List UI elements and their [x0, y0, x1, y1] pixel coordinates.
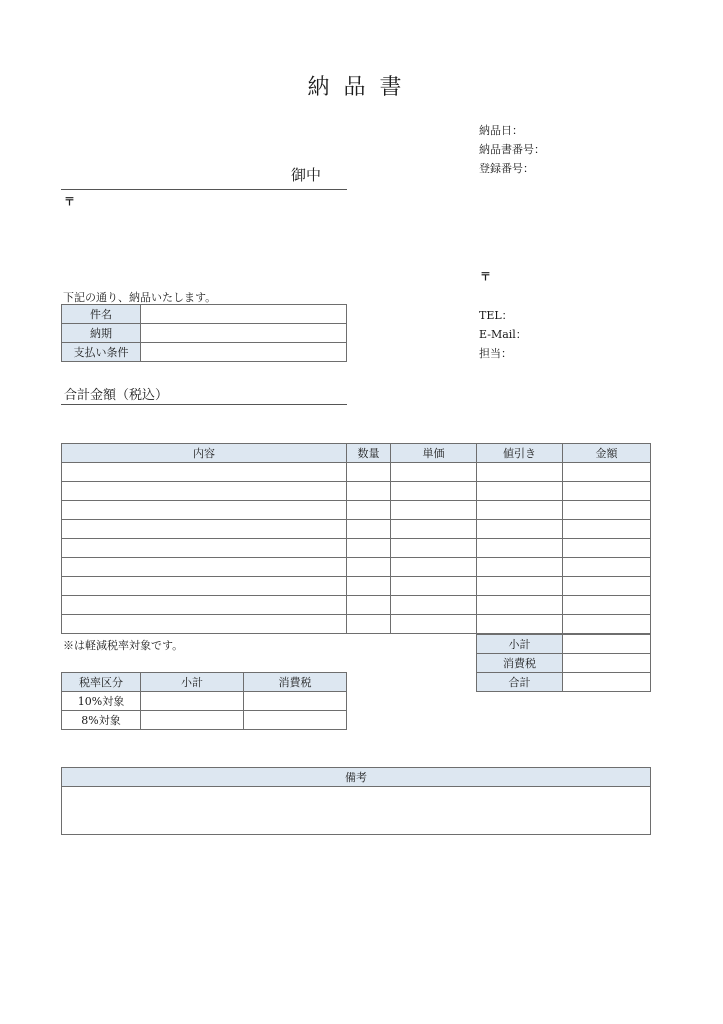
tax-header-subtotal: 小計	[141, 673, 244, 692]
info-label-payment: 支払い条件	[62, 343, 141, 362]
item-amount[interactable]	[563, 539, 651, 558]
item-description[interactable]	[62, 539, 347, 558]
info-value-subject[interactable]	[141, 305, 347, 324]
item-description[interactable]	[62, 520, 347, 539]
item-description[interactable]	[62, 577, 347, 596]
table-row	[62, 501, 651, 520]
table-row	[62, 615, 651, 634]
info-value-payment[interactable]	[141, 343, 347, 362]
tax-row-10	[62, 692, 347, 711]
tax-breakdown-table	[61, 672, 347, 730]
totals-label-total: 合計	[477, 673, 563, 692]
item-description[interactable]	[62, 482, 347, 501]
delivery-date-label: 納品日：	[479, 124, 523, 137]
totals-row-total	[477, 673, 651, 692]
totals-value-total[interactable]	[563, 673, 651, 692]
table-row	[62, 577, 651, 596]
item-quantity[interactable]	[347, 482, 391, 501]
item-amount[interactable]	[563, 577, 651, 596]
item-unit-price[interactable]	[391, 520, 477, 539]
items-header-amount: 金額	[563, 444, 651, 463]
tax-amount-10[interactable]	[244, 692, 347, 711]
item-quantity[interactable]	[347, 539, 391, 558]
item-discount[interactable]	[477, 558, 563, 577]
item-discount[interactable]	[477, 577, 563, 596]
tax-row-8	[62, 711, 347, 730]
table-row	[62, 558, 651, 577]
item-amount[interactable]	[563, 501, 651, 520]
item-quantity[interactable]	[347, 463, 391, 482]
slip-number-label: 納品書番号：	[479, 143, 545, 156]
tax-subtotal-10[interactable]	[141, 692, 244, 711]
total-amount-underline	[61, 404, 347, 405]
tax-category-10: 10%対象	[62, 692, 141, 711]
item-description[interactable]	[62, 463, 347, 482]
sender-email-label: E-Mail：	[479, 328, 527, 341]
item-description[interactable]	[62, 615, 347, 634]
sender-tel-label: TEL：	[479, 309, 513, 322]
registration-number-label: 登録番号：	[479, 162, 534, 175]
document-title: 納品書	[307, 75, 416, 100]
item-description[interactable]	[62, 558, 347, 577]
item-discount[interactable]	[477, 539, 563, 558]
item-unit-price[interactable]	[391, 596, 477, 615]
item-amount[interactable]	[563, 463, 651, 482]
item-unit-price[interactable]	[391, 577, 477, 596]
tax-subtotal-8[interactable]	[141, 711, 244, 730]
totals-value-tax[interactable]	[563, 654, 651, 673]
items-header-discount: 値引き	[477, 444, 563, 463]
tax-amount-8[interactable]	[244, 711, 347, 730]
item-quantity[interactable]	[347, 501, 391, 520]
table-row	[62, 596, 651, 615]
recipient-honorific: 御中	[291, 166, 322, 184]
items-header-row	[62, 444, 651, 463]
item-discount[interactable]	[477, 482, 563, 501]
totals-label-subtotal: 小計	[477, 635, 563, 654]
item-discount[interactable]	[477, 463, 563, 482]
table-row	[62, 520, 651, 539]
item-unit-price[interactable]	[391, 558, 477, 577]
remarks-header: 備考	[62, 768, 651, 787]
table-row	[62, 463, 651, 482]
remarks-header-row	[62, 768, 651, 787]
item-description[interactable]	[62, 501, 347, 520]
tax-header-tax: 消費税	[244, 673, 347, 692]
reduced-tax-note: ※は軽減税率対象です。	[63, 639, 184, 652]
totals-label-tax: 消費税	[477, 654, 563, 673]
item-quantity[interactable]	[347, 577, 391, 596]
item-unit-price[interactable]	[391, 615, 477, 634]
totals-row-subtotal	[477, 635, 651, 654]
info-value-deadline[interactable]	[141, 324, 347, 343]
item-quantity[interactable]	[347, 615, 391, 634]
item-description[interactable]	[62, 596, 347, 615]
total-amount-label: 合計金額（税込）	[64, 388, 169, 403]
tax-header-row	[62, 673, 347, 692]
items-header-unit-price: 単価	[391, 444, 477, 463]
items-header-description: 内容	[62, 444, 347, 463]
info-row-subject	[62, 305, 347, 324]
items-header-quantity: 数量	[347, 444, 391, 463]
items-table	[61, 443, 651, 634]
remarks-body[interactable]	[62, 787, 651, 835]
sender-postal-mark: 〒	[480, 270, 491, 283]
table-row	[62, 482, 651, 501]
item-unit-price[interactable]	[391, 463, 477, 482]
sender-person-label: 担当：	[479, 347, 512, 360]
tax-header-category: 税率区分	[62, 673, 141, 692]
totals-value-subtotal[interactable]	[563, 635, 651, 654]
item-quantity[interactable]	[347, 596, 391, 615]
info-table	[61, 304, 347, 362]
item-amount[interactable]	[563, 482, 651, 501]
info-row-deadline	[62, 324, 347, 343]
item-discount[interactable]	[477, 501, 563, 520]
item-amount[interactable]	[563, 520, 651, 539]
info-label-deadline: 納期	[62, 324, 141, 343]
item-amount[interactable]	[563, 615, 651, 634]
totals-table	[476, 634, 651, 692]
item-discount[interactable]	[477, 596, 563, 615]
item-amount[interactable]	[563, 596, 651, 615]
item-unit-price[interactable]	[391, 482, 477, 501]
table-row	[62, 539, 651, 558]
remarks-table	[61, 767, 651, 835]
item-discount[interactable]	[477, 520, 563, 539]
remarks-body-row	[62, 787, 651, 835]
totals-row-tax	[477, 654, 651, 673]
tax-category-8: 8%対象	[62, 711, 141, 730]
item-unit-price[interactable]	[391, 501, 477, 520]
info-label-subject: 件名	[62, 305, 141, 324]
item-quantity[interactable]	[347, 520, 391, 539]
item-unit-price[interactable]	[391, 539, 477, 558]
intro-text: 下記の通り、納品いたします。	[63, 291, 217, 304]
info-row-payment	[62, 343, 347, 362]
item-discount[interactable]	[477, 615, 563, 634]
recipient-postal-mark: 〒	[64, 195, 75, 208]
item-amount[interactable]	[563, 558, 651, 577]
item-quantity[interactable]	[347, 558, 391, 577]
recipient-underline	[61, 189, 347, 190]
